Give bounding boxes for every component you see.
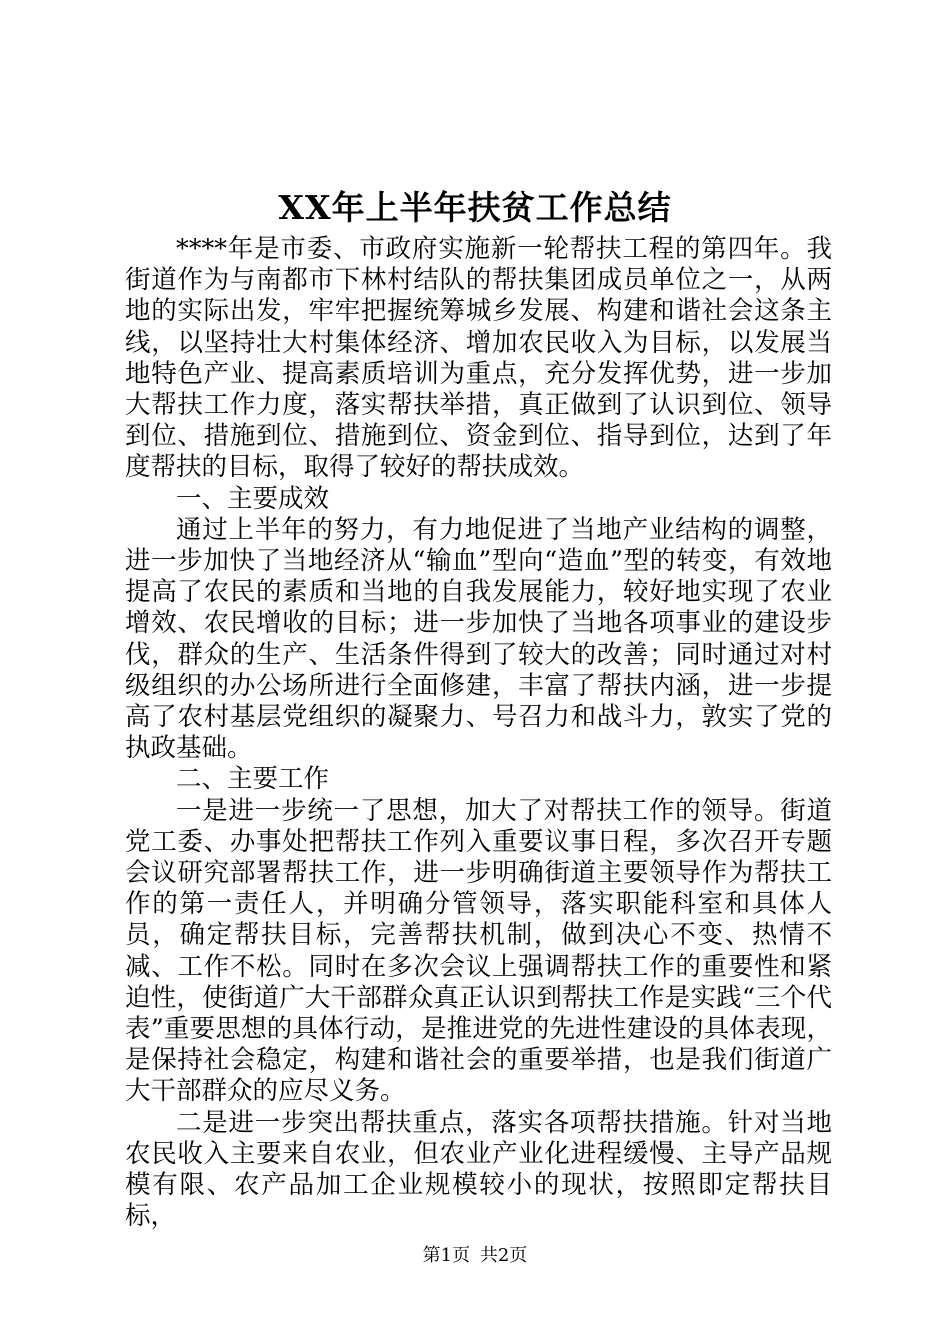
section-heading-achievements: 一、主要成效 [176,483,330,514]
section-heading-main-work: 二、主要工作 [176,764,330,795]
document-body [125,234,832,1233]
achievements-paragraph: 通过上半年的努力，有力地促进了当地产业结构的调整，进一步加快了当地经济从“输血”型向“造血”型的转变，有效地提高了农民的素质和当地的自我发展能力，较好地实现了农业增效、农民增收的目标；进一步加快了当地各项事业的建设步伐，群众的生产、生活条件得到了较大的改善；同时通过对村级组织的办公场所进行全面修建，丰富了帮扶内涵，进一步提高了农村基层党组织的凝聚力、号召力和战斗力，敦实了党的执政基础。 [125,514,832,764]
intro-paragraph: ****年是市委、市政府实施新一轮帮扶工程的第四年。我街道作为与南都市下林村结队的帮扶集团成员单位之一，从两地的实际出发，牢牢把握统筹城乡发展、构建和谐社会这条主线，以坚持壮大村集体经济、增加农民收入为目标，以发展当地特色产业、提高素质培训为重点，充分发挥优势，进一步加大帮扶工作力度，落实帮扶举措，真正做到了认识到位、领导到位、措施到位、措施到位、资金到位、指导到位，达到了年度帮扶的目标，取得了较好的帮扶成效。 [125,234,832,483]
main-work-paragraph-1: 一是进一步统一了思想，加大了对帮扶工作的领导。街道党工委、办事处把帮扶工作列入重要议事日程，多次召开专题会议研究部署帮扶工作，进一步明确街道主要领导作为帮扶工作的第一责任人，并明确分管领导，落实职能科室和具体人员，确定帮扶目标，完善帮扶机制，做到决心不变、热情不减、工作不松。同时在多次会议上强调帮扶工作的重要性和紧迫性，使街道广大干部群众真正认识到帮扶工作是实践“三个代表”重要思想的具体行动，是推进党的先进性建设的具体表现，是保持社会稳定，构建和谐社会的重要举措，也是我们街道广大干部群众的应尽义务。 [125,795,832,1107]
document-title: XX年上半年扶贫工作总结 [278,188,672,227]
page-number-footer: 第1页 共2页 [422,1245,528,1266]
main-work-paragraph-2: 二是进一步突出帮扶重点，落实各项帮扶措施。针对当地农民收入主要来自农业，但农业产业化进程缓慢、主导产品规模有限、农产品加工企业规模较小的现状，按照即定帮扶目标， [125,1107,832,1232]
